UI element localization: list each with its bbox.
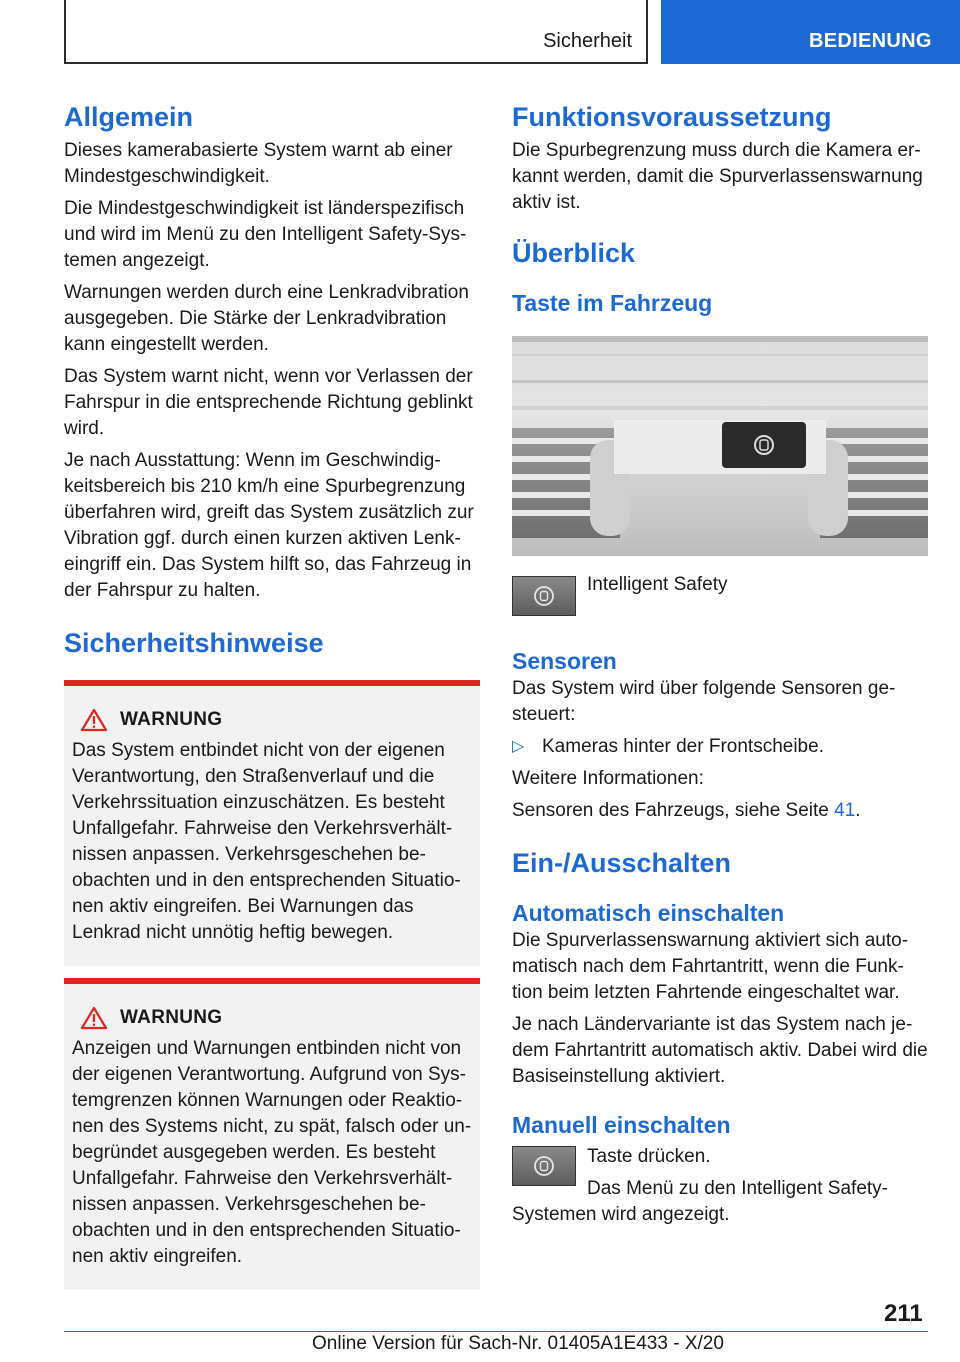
warning-triangle-icon <box>80 1006 108 1030</box>
vehicle-button-photo <box>512 336 928 556</box>
reference-end: . <box>855 800 861 821</box>
footer-online-version: Online Version für Sach-Nr. 01405A1E433 - X/20 <box>312 1333 724 1354</box>
page-number: 211 <box>884 1300 923 1327</box>
intelligent-safety-button-icon <box>512 576 576 616</box>
warning-text: Das System entbindet nicht von der eigenen Verantwortung, den Straßenverlauf und die Verkehrssituation einzuschätzen. Es besteht Unfallgefahr. Fahrweise den Verkehrsverhältnissen anpassen. Verkehrsgeschehen beobachten und in den entsprechenden Situationen aktiv eingreifen. Bei Warnungen das Lenkrad nicht unnötig heftig bewegen. <box>72 740 461 943</box>
paragraph: Weitere Informationen: <box>512 768 704 789</box>
heading-funktionsvoraussetzung: Funktionsvoraussetzung <box>512 102 832 132</box>
left-column <box>64 100 480 1290</box>
warning-box <box>64 978 480 1290</box>
step-text: Taste drücken. <box>587 1146 711 1167</box>
warning-title: WARNUNG <box>120 1007 223 1028</box>
paragraph: Je nach Ausstattung: Wenn im Geschwindigkeitsbereich bis 210 km/h eine Spurbegrenzung überfahren wird, greift das System zusätzlich zur Vibration ggf. durch einen kurzen aktiven Lenkeingriff ein. Das System hilft so, das Fahrzeug in der Fahrspur zu halten. <box>64 450 474 601</box>
manual-step-block <box>512 1144 928 1228</box>
paragraph: Die Spurverlassenswarnung aktiviert sich automatisch nach dem Fahrtantritt, wenn die Funktion beim letzten Fahrtende eingeschaltet war. <box>512 930 909 1003</box>
subheading-automatisch-einschalten: Automatisch einschalten <box>512 900 785 926</box>
intelligent-safety-button-icon <box>512 1146 576 1186</box>
paragraph: Das System wird über folgende Sensoren gesteuert: <box>512 678 896 725</box>
button-label: Intelligent Safety <box>587 574 728 595</box>
warning-title: WARNUNG <box>120 709 223 730</box>
reference-paragraph <box>512 798 928 824</box>
footer-divider <box>64 1331 928 1332</box>
subheading-taste-im-fahrzeug: Taste im Fahrzeug <box>512 290 713 316</box>
paragraph: Die Spurbegrenzung muss durch die Kamera erkannt werden, damit die Spurverlassenswarnung aktiv ist. <box>512 140 923 213</box>
list-item <box>512 734 928 760</box>
paragraph: Warnungen werden durch eine Lenkradvibration ausgegeben. Die Stärke der Lenkradvibration kann eingestellt werden. <box>64 282 469 355</box>
paragraph: Dieses kamerabasierte System warnt ab einer Mindestgeschwindigkeit. <box>64 140 453 187</box>
heading-ein-ausschalten: Ein-/Ausschalten <box>512 848 732 878</box>
paragraph: Das System warnt nicht, wenn vor Verlassen der Fahrspur in die entsprechende Richtung geblinkt wird. <box>64 366 473 439</box>
heading-sensoren: Sensoren <box>512 648 617 674</box>
step-result: Das Menü zu den Intelligent Safety-Systemen wird angezeigt. <box>512 1178 889 1225</box>
paragraph: Die Mindestgeschwindigkeit ist länderspezifisch und wird im Menü zu den Intelligent Safety-Systemen angezeigt. <box>64 198 467 271</box>
heading-ueberblick: Überblick <box>512 238 636 268</box>
paragraph: Je nach Ländervariante ist das System nach jedem Fahrtantritt automatisch aktiv. Dabei wird die Basiseinstellung aktiviert. <box>512 1014 928 1087</box>
heading-allgemein: Allgemein <box>64 102 194 132</box>
list-item-text: Kameras hinter der Frontscheibe. <box>542 736 824 757</box>
header-chapter-title: BEDIENUNG <box>809 30 932 52</box>
subheading-manuell-einschalten: Manuell einschalten <box>512 1112 731 1138</box>
reference-text: Sensoren des Fahrzeugs, siehe Seite <box>512 800 835 821</box>
page-link[interactable]: 41 <box>834 800 856 821</box>
warning-text: Anzeigen und Warnungen entbinden nicht von der eigenen Verantwortung. Aufgrund von Systemgrenzen können Warnungen oder Reaktionen des Systems nicht, zu spät, falsch oder unbegründet ausgegeben werden. Es besteht Unfallgefahr. Fahrweise den Verkehrsverhältnissen anpassen. Verkehrsgeschehen beobachten und in den entsprechenden Situationen aktiv eingreifen. <box>72 1038 472 1267</box>
right-column <box>512 100 928 1228</box>
header-chapter-tab <box>661 0 960 64</box>
button-legend-row <box>512 576 928 616</box>
warning-triangle-icon <box>80 708 108 732</box>
header-section-tab <box>64 0 648 64</box>
warning-box <box>64 680 480 966</box>
header-section-title: Sicherheit <box>543 30 632 52</box>
bullet-triangle-icon: ▷ <box>512 738 525 755</box>
heading-sicherheitshinweise: Sicherheitshinweise <box>64 628 324 658</box>
